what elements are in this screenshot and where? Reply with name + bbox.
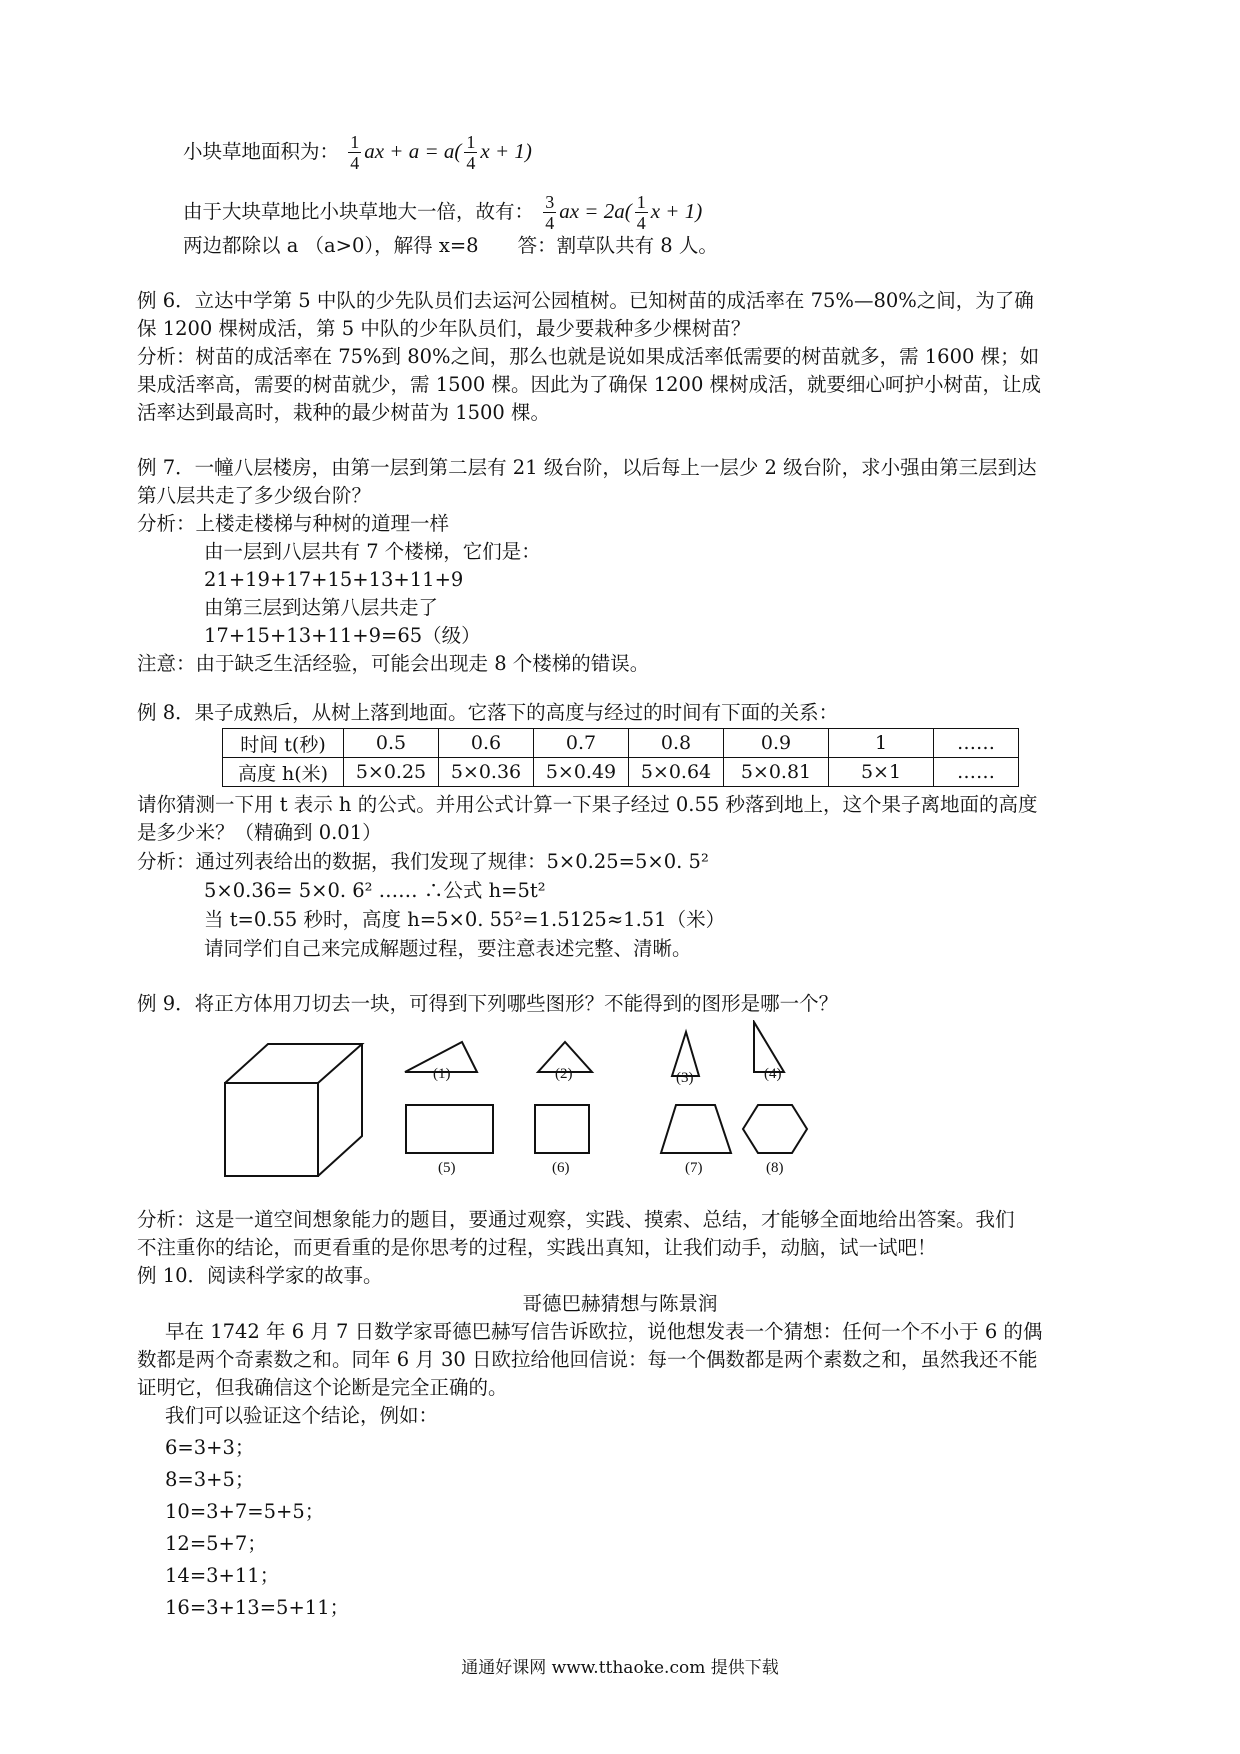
ex7-analysis: 由一层到八层共有 7 个楼梯，它们是： — [204, 540, 541, 563]
shapes-figure — [200, 1020, 840, 1195]
story-paragraph: 早在 1742 年 6 月 7 日数学家哥德巴赫写信告诉欧拉，说他想发表一个猜想：任何一个不小于 6 的偶 — [165, 1320, 1043, 1343]
row-header: 高度 h(米) — [223, 758, 344, 787]
shape-5-rectangle — [406, 1105, 493, 1153]
solve-line: 两边都除以 a （a>0），解得 x=8 答：割草队共有 8 人。 — [183, 234, 718, 257]
ex8-analysis: 当 t=0.55 秒时，高度 h=5×0. 55²=1.5125≈1.51（米） — [204, 908, 726, 931]
ex9-analysis: 不注重你的结论，而更看重的是你思考的过程，实践出真知，让我们动手，动脑，试一试吧！ — [137, 1236, 937, 1259]
story-paragraph: 我们可以验证这个结论，例如： — [165, 1404, 439, 1427]
ex6-analysis: 分析：树苗的成活率在 75%到 80%之间，那么也就是说如果成活率低需要的树苗就多，需 1600 棵；如 — [137, 345, 1040, 368]
ex6-line: 保 1200 棵树成活，第 5 中队的少年队员们，最少要栽种多少棵树苗？ — [137, 317, 751, 340]
table-cell: 5×0.49 — [534, 758, 629, 787]
small-area-line: 小块草地面积为： $\frac{1}{4}$ ax + a = a( $\frac{1}{4}$ x + 1) — [183, 132, 532, 173]
ex9-line: 例 9．将正方体用刀切去一块，可得到下列哪些图形？不能得到的图形是哪一个？ — [137, 992, 839, 1015]
table-row — [223, 758, 1019, 787]
cube-figure — [225, 1044, 362, 1176]
ex6-analysis: 活率达到最高时，栽种的最少树苗为 1500 棵。 — [137, 401, 551, 424]
ex7-analysis: 分析：上楼走楼梯与种树的道理一样 — [137, 512, 450, 535]
ex8-analysis: 请同学们自己来完成解题过程，要注意表述完整、清晰。 — [204, 937, 692, 960]
table-cell: 5×0.36 — [439, 758, 534, 787]
table-cell: …… — [934, 729, 1019, 758]
ex9-analysis: 分析：这是一道空间想象能力的题目，要通过观察，实践、摸索、总结，才能够全面地给出答案。我们 — [137, 1208, 1015, 1231]
fraction: $\frac{1}{4}$ — [466, 132, 476, 173]
shape-label: (2) — [555, 1066, 573, 1082]
table-cell: 0.5 — [344, 729, 439, 758]
equation-line: 16=3+13=5+11； — [165, 1596, 350, 1619]
story-title: 哥德巴赫猜想与陈景润 — [522, 1292, 718, 1315]
fraction: $\frac{1}{4}$ — [350, 132, 360, 173]
shape-label: (4) — [764, 1066, 782, 1082]
fraction: $\frac{1}{4}$ — [636, 192, 646, 233]
table-cell: 5×0.64 — [629, 758, 724, 787]
ex8-analysis: 分析：通过列表给出的数据，我们发现了规律：5×0.25=5×0. 5² — [137, 850, 709, 873]
table-row — [223, 729, 1019, 758]
ex7-line: 第八层共走了多少级台阶？ — [137, 484, 372, 507]
big-area-line: 由于大块草地比小块草地大一倍，故有： $\frac{3}{4}$ ax = 2a( $\frac{1}{4}$ x + 1) — [183, 192, 703, 233]
table-cell: 1 — [829, 729, 934, 758]
shape-label: (1) — [433, 1066, 451, 1082]
shape-label: (6) — [552, 1160, 570, 1176]
table-cell: 0.9 — [724, 729, 829, 758]
shape-8-hexagon — [743, 1105, 807, 1153]
table-cell: 0.8 — [629, 729, 724, 758]
ex7-note: 注意：由于缺乏生活经验，可能会出现走 8 个楼梯的错误。 — [137, 652, 650, 675]
shape-label: (8) — [766, 1160, 784, 1176]
ex7-analysis: 21+19+17+15+13+11+9 — [204, 568, 464, 591]
ex8-line: 是多少米？（精确到 0.01） — [137, 821, 382, 844]
ex7-analysis: 由第三层到达第八层共走了 — [204, 596, 439, 619]
ex10-line: 例 10．阅读科学家的故事。 — [137, 1264, 383, 1287]
shape-7-trapezoid — [661, 1105, 731, 1153]
shape-label: (5) — [438, 1160, 456, 1176]
shape-label: (3) — [676, 1070, 694, 1086]
ex6-line: 例 6．立达中学第 5 中队的少先队员们去运河公园植树。已知树苗的成活率在 75%—80%之间，为了确 — [137, 289, 1034, 312]
ex8-line: 请你猜测一下用 t 表示 h 的公式。并用公式计算一下果子经过 0.55 秒落到地上，这个果子离地面的高度 — [137, 793, 1038, 816]
shape-6-square — [535, 1105, 589, 1153]
row-header: 时间 t(秒) — [223, 729, 344, 758]
equation-line: 14=3+11； — [165, 1564, 280, 1587]
ex7-analysis: 17+15+13+11+9=65（级） — [204, 624, 481, 647]
ex8-analysis: 5×0.36= 5×0. 6² …… ∴公式 h=5t² — [204, 879, 546, 902]
fraction: $\frac{3}{4}$ — [545, 192, 555, 233]
shape-4-triangle — [754, 1022, 784, 1072]
shape-label: (7) — [685, 1160, 703, 1176]
page-footer: 通通好课网 www.tthaoke.com 提供下载 — [461, 1658, 779, 1678]
table-cell: 0.7 — [534, 729, 629, 758]
equation-line: 8=3+5； — [165, 1468, 255, 1491]
table-cell: 0.6 — [439, 729, 534, 758]
ex8-line: 例 8．果子成熟后，从树上落到地面。它落下的高度与经过的时间有下面的关系： — [137, 701, 839, 724]
table-cell: 5×1 — [829, 758, 934, 787]
ex7-line: 例 7．一幢八层楼房，由第一层到第二层有 21 级台阶，以后每上一层少 2 级台阶，求小强由第三层到达 — [137, 456, 1037, 479]
fall-table — [222, 728, 1019, 787]
equation-line: 6=3+3； — [165, 1436, 255, 1459]
table-cell: 5×0.81 — [724, 758, 829, 787]
story-paragraph: 证明它，但我确信这个论断是完全正确的。 — [137, 1376, 508, 1399]
table-cell: 5×0.25 — [344, 758, 439, 787]
equation-line: 12=5+7； — [165, 1532, 267, 1555]
big-area-label: 由于大块草地比小块草地大一倍，故有： — [183, 200, 535, 223]
ex6-analysis: 果成活率高，需要的树苗就少，需 1500 棵。因此为了确保 1200 棵树成活，就要细心呵护小树苗，让成 — [137, 373, 1042, 396]
equation-line: 10=3+7=5+5； — [165, 1500, 325, 1523]
story-paragraph: 数都是两个奇素数之和。同年 6 月 30 日欧拉给他回信说：每一个偶数都是两个素数之和，虽然我还不能 — [137, 1348, 1038, 1371]
small-area-label: 小块草地面积为： — [183, 140, 340, 163]
table-cell: …… — [934, 758, 1019, 787]
